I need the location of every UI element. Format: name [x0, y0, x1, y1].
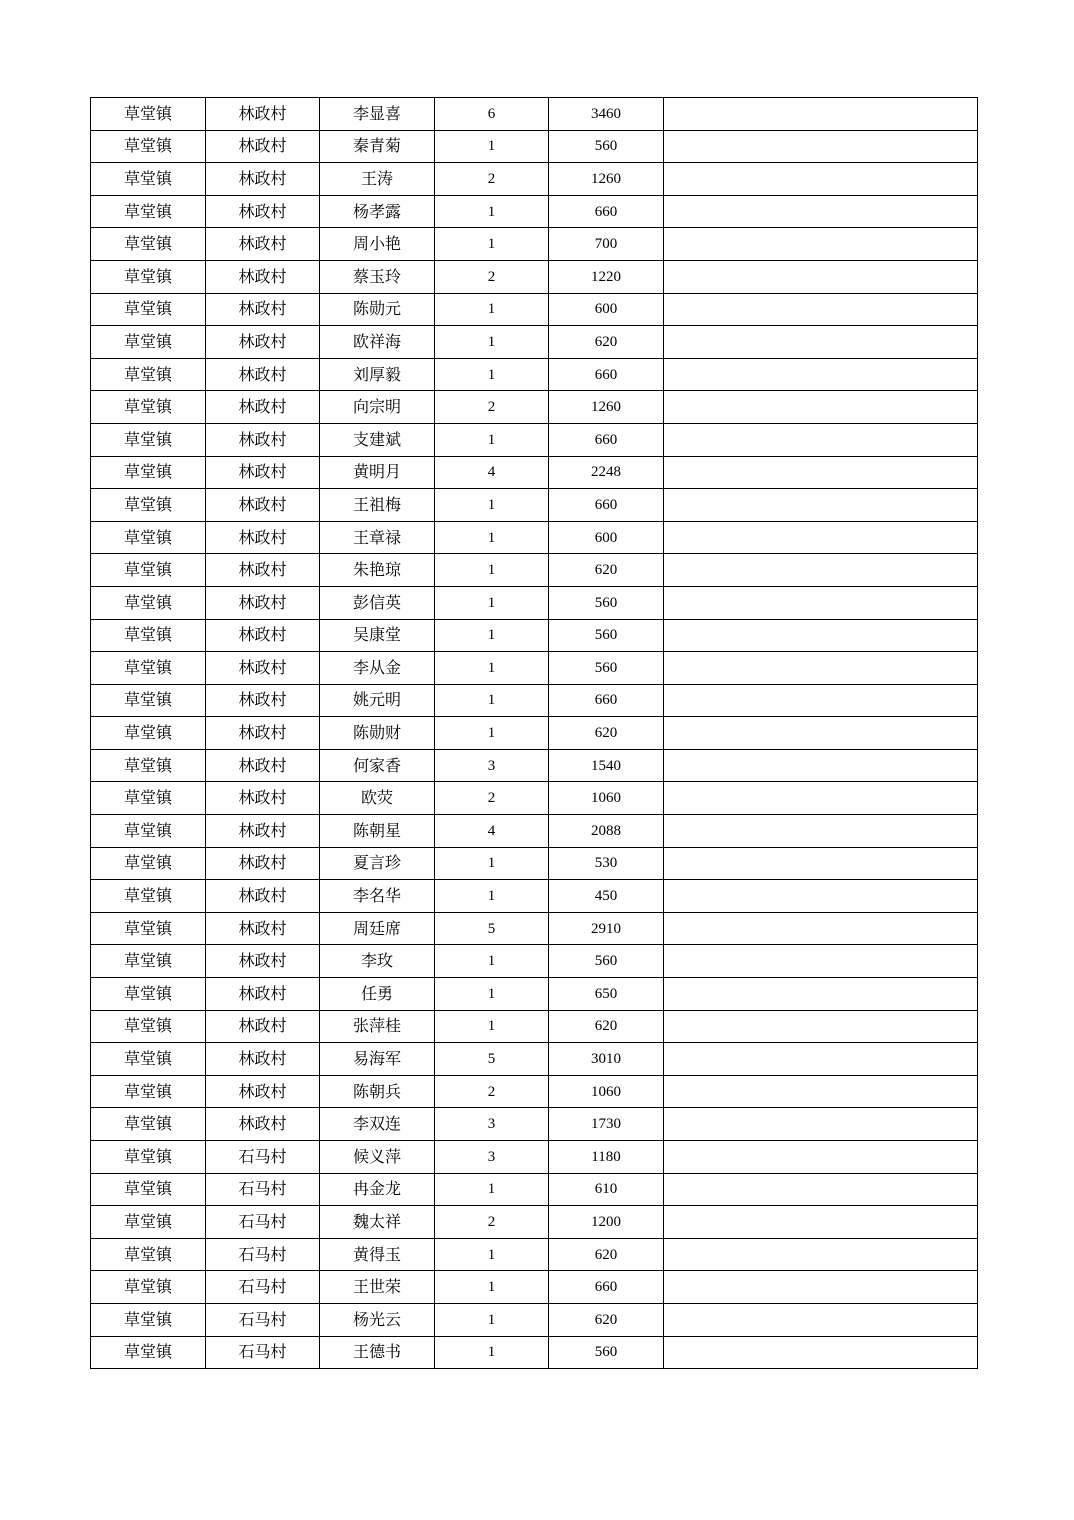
amount-cell: 1220: [549, 260, 664, 293]
household-size-cell: 1: [435, 554, 549, 587]
remarks-cell: [664, 228, 978, 261]
household-size-cell: 1: [435, 195, 549, 228]
town-cell: 草堂镇: [91, 586, 206, 619]
remarks-cell: [664, 1043, 978, 1076]
table-row: [91, 163, 978, 196]
name-cell: 杨孝露: [320, 195, 435, 228]
village-cell: 林政村: [206, 880, 320, 913]
household-size-cell: 1: [435, 652, 549, 685]
remarks-cell: [664, 619, 978, 652]
remarks-cell: [664, 423, 978, 456]
amount-cell: 560: [549, 586, 664, 619]
village-cell: 林政村: [206, 228, 320, 261]
table-row: [91, 912, 978, 945]
household-size-cell: 2: [435, 1075, 549, 1108]
village-cell: 林政村: [206, 847, 320, 880]
town-cell: 草堂镇: [91, 1206, 206, 1239]
village-cell: 林政村: [206, 163, 320, 196]
table-row: [91, 1206, 978, 1239]
town-cell: 草堂镇: [91, 1238, 206, 1271]
household-size-cell: 1: [435, 717, 549, 750]
table-row: [91, 1043, 978, 1076]
name-cell: 魏太祥: [320, 1206, 435, 1239]
town-cell: 草堂镇: [91, 326, 206, 359]
amount-cell: 560: [549, 1336, 664, 1369]
remarks-cell: [664, 1303, 978, 1336]
town-cell: 草堂镇: [91, 1173, 206, 1206]
village-cell: 石马村: [206, 1206, 320, 1239]
amount-cell: 1260: [549, 391, 664, 424]
village-cell: 林政村: [206, 554, 320, 587]
village-cell: 林政村: [206, 358, 320, 391]
name-cell: 夏言珍: [320, 847, 435, 880]
village-cell: 林政村: [206, 749, 320, 782]
table-row: [91, 1141, 978, 1174]
town-cell: 草堂镇: [91, 391, 206, 424]
table-row: [91, 423, 978, 456]
amount-cell: 620: [549, 1010, 664, 1043]
village-cell: 林政村: [206, 195, 320, 228]
town-cell: 草堂镇: [91, 260, 206, 293]
remarks-cell: [664, 684, 978, 717]
name-cell: 李从金: [320, 652, 435, 685]
table-row: [91, 1108, 978, 1141]
name-cell: 蔡玉玲: [320, 260, 435, 293]
household-size-cell: 4: [435, 456, 549, 489]
remarks-cell: [664, 815, 978, 848]
remarks-cell: [664, 1271, 978, 1304]
name-cell: 陈朝兵: [320, 1075, 435, 1108]
amount-cell: 2248: [549, 456, 664, 489]
remarks-cell: [664, 1108, 978, 1141]
town-cell: 草堂镇: [91, 423, 206, 456]
remarks-cell: [664, 847, 978, 880]
name-cell: 王涛: [320, 163, 435, 196]
household-size-cell: 1: [435, 228, 549, 261]
remarks-cell: [664, 260, 978, 293]
table-row: [91, 717, 978, 750]
household-size-cell: 1: [435, 489, 549, 522]
remarks-cell: [664, 521, 978, 554]
town-cell: 草堂镇: [91, 456, 206, 489]
household-size-cell: 2: [435, 391, 549, 424]
household-size-cell: 1: [435, 586, 549, 619]
remarks-cell: [664, 489, 978, 522]
name-cell: 刘厚毅: [320, 358, 435, 391]
name-cell: 王德书: [320, 1336, 435, 1369]
amount-cell: 1260: [549, 163, 664, 196]
village-cell: 石马村: [206, 1336, 320, 1369]
village-cell: 林政村: [206, 1075, 320, 1108]
table-row: [91, 456, 978, 489]
table-row: [91, 554, 978, 587]
town-cell: 草堂镇: [91, 815, 206, 848]
household-size-cell: 1: [435, 847, 549, 880]
amount-cell: 560: [549, 945, 664, 978]
amount-cell: 620: [549, 326, 664, 359]
remarks-cell: [664, 978, 978, 1011]
village-cell: 石马村: [206, 1173, 320, 1206]
town-cell: 草堂镇: [91, 554, 206, 587]
name-cell: 李名华: [320, 880, 435, 913]
amount-cell: 660: [549, 489, 664, 522]
village-cell: 林政村: [206, 978, 320, 1011]
amount-cell: 530: [549, 847, 664, 880]
village-cell: 林政村: [206, 945, 320, 978]
remarks-cell: [664, 554, 978, 587]
town-cell: 草堂镇: [91, 1303, 206, 1336]
household-size-cell: 1: [435, 521, 549, 554]
remarks-cell: [664, 586, 978, 619]
table-row: [91, 293, 978, 326]
household-size-cell: 2: [435, 163, 549, 196]
remarks-cell: [664, 456, 978, 489]
village-cell: 石马村: [206, 1141, 320, 1174]
table-row: [91, 1173, 978, 1206]
table-row: [91, 260, 978, 293]
name-cell: 彭信英: [320, 586, 435, 619]
household-size-cell: 1: [435, 293, 549, 326]
village-cell: 林政村: [206, 456, 320, 489]
name-cell: 张萍桂: [320, 1010, 435, 1043]
name-cell: 李玫: [320, 945, 435, 978]
amount-cell: 1540: [549, 749, 664, 782]
table-row: [91, 619, 978, 652]
amount-cell: 560: [549, 130, 664, 163]
amount-cell: 560: [549, 619, 664, 652]
remarks-cell: [664, 195, 978, 228]
household-size-cell: 3: [435, 749, 549, 782]
table-row: [91, 782, 978, 815]
town-cell: 草堂镇: [91, 652, 206, 685]
amount-cell: 560: [549, 652, 664, 685]
name-cell: 何家香: [320, 749, 435, 782]
records-table: [90, 97, 978, 1369]
household-size-cell: 1: [435, 1173, 549, 1206]
name-cell: 向宗明: [320, 391, 435, 424]
town-cell: 草堂镇: [91, 782, 206, 815]
household-size-cell: 1: [435, 880, 549, 913]
village-cell: 石马村: [206, 1238, 320, 1271]
remarks-cell: [664, 358, 978, 391]
household-size-cell: 5: [435, 1043, 549, 1076]
village-cell: 林政村: [206, 1043, 320, 1076]
village-cell: 林政村: [206, 130, 320, 163]
remarks-cell: [664, 782, 978, 815]
table-row: [91, 195, 978, 228]
town-cell: 草堂镇: [91, 1336, 206, 1369]
table-row: [91, 880, 978, 913]
name-cell: 候义萍: [320, 1141, 435, 1174]
table-row: [91, 1336, 978, 1369]
name-cell: 黄明月: [320, 456, 435, 489]
town-cell: 草堂镇: [91, 717, 206, 750]
table-row: [91, 1271, 978, 1304]
town-cell: 草堂镇: [91, 163, 206, 196]
town-cell: 草堂镇: [91, 749, 206, 782]
amount-cell: 650: [549, 978, 664, 1011]
amount-cell: 620: [549, 717, 664, 750]
village-cell: 林政村: [206, 489, 320, 522]
amount-cell: 620: [549, 1238, 664, 1271]
town-cell: 草堂镇: [91, 489, 206, 522]
table-row: [91, 652, 978, 685]
amount-cell: 3010: [549, 1043, 664, 1076]
town-cell: 草堂镇: [91, 847, 206, 880]
household-size-cell: 1: [435, 978, 549, 1011]
household-size-cell: 1: [435, 358, 549, 391]
amount-cell: 660: [549, 684, 664, 717]
remarks-cell: [664, 652, 978, 685]
village-cell: 林政村: [206, 1010, 320, 1043]
amount-cell: 700: [549, 228, 664, 261]
remarks-cell: [664, 1075, 978, 1108]
name-cell: 周廷席: [320, 912, 435, 945]
village-cell: 林政村: [206, 260, 320, 293]
household-size-cell: 1: [435, 1336, 549, 1369]
remarks-cell: [664, 912, 978, 945]
town-cell: 草堂镇: [91, 293, 206, 326]
household-size-cell: 1: [435, 423, 549, 456]
name-cell: 李显喜: [320, 98, 435, 131]
town-cell: 草堂镇: [91, 228, 206, 261]
table-row: [91, 358, 978, 391]
village-cell: 石马村: [206, 1271, 320, 1304]
remarks-cell: [664, 98, 978, 131]
household-size-cell: 1: [435, 1010, 549, 1043]
name-cell: 支建斌: [320, 423, 435, 456]
table-row: [91, 1303, 978, 1336]
village-cell: 林政村: [206, 326, 320, 359]
village-cell: 林政村: [206, 912, 320, 945]
amount-cell: 600: [549, 521, 664, 554]
remarks-cell: [664, 1336, 978, 1369]
village-cell: 林政村: [206, 98, 320, 131]
town-cell: 草堂镇: [91, 521, 206, 554]
table-row: [91, 489, 978, 522]
name-cell: 易海军: [320, 1043, 435, 1076]
remarks-cell: [664, 749, 978, 782]
town-cell: 草堂镇: [91, 945, 206, 978]
table-row: [91, 228, 978, 261]
table-row: [91, 586, 978, 619]
table-row: [91, 847, 978, 880]
amount-cell: 660: [549, 195, 664, 228]
name-cell: 王祖梅: [320, 489, 435, 522]
village-cell: 林政村: [206, 717, 320, 750]
table-row: [91, 521, 978, 554]
name-cell: 姚元明: [320, 684, 435, 717]
town-cell: 草堂镇: [91, 358, 206, 391]
household-size-cell: 1: [435, 1303, 549, 1336]
household-size-cell: 1: [435, 945, 549, 978]
household-size-cell: 3: [435, 1108, 549, 1141]
village-cell: 林政村: [206, 684, 320, 717]
remarks-cell: [664, 1173, 978, 1206]
remarks-cell: [664, 326, 978, 359]
village-cell: 林政村: [206, 521, 320, 554]
town-cell: 草堂镇: [91, 619, 206, 652]
amount-cell: 600: [549, 293, 664, 326]
amount-cell: 620: [549, 1303, 664, 1336]
household-size-cell: 5: [435, 912, 549, 945]
town-cell: 草堂镇: [91, 1271, 206, 1304]
household-size-cell: 6: [435, 98, 549, 131]
name-cell: 秦青菊: [320, 130, 435, 163]
town-cell: 草堂镇: [91, 912, 206, 945]
table-row: [91, 749, 978, 782]
name-cell: 冉金龙: [320, 1173, 435, 1206]
remarks-cell: [664, 1141, 978, 1174]
household-size-cell: 1: [435, 1238, 549, 1271]
town-cell: 草堂镇: [91, 1010, 206, 1043]
household-size-cell: 2: [435, 782, 549, 815]
village-cell: 林政村: [206, 391, 320, 424]
name-cell: 王世荣: [320, 1271, 435, 1304]
remarks-cell: [664, 1206, 978, 1239]
amount-cell: 660: [549, 1271, 664, 1304]
name-cell: 任勇: [320, 978, 435, 1011]
remarks-cell: [664, 130, 978, 163]
name-cell: 陈勋财: [320, 717, 435, 750]
name-cell: 王章禄: [320, 521, 435, 554]
amount-cell: 660: [549, 423, 664, 456]
table-row: [91, 130, 978, 163]
table-row: [91, 684, 978, 717]
household-size-cell: 3: [435, 1141, 549, 1174]
town-cell: 草堂镇: [91, 1075, 206, 1108]
remarks-cell: [664, 717, 978, 750]
records-table-body: [91, 98, 978, 1369]
town-cell: 草堂镇: [91, 1043, 206, 1076]
amount-cell: 2088: [549, 815, 664, 848]
town-cell: 草堂镇: [91, 880, 206, 913]
town-cell: 草堂镇: [91, 978, 206, 1011]
household-size-cell: 1: [435, 684, 549, 717]
amount-cell: 450: [549, 880, 664, 913]
household-size-cell: 1: [435, 619, 549, 652]
name-cell: 李双连: [320, 1108, 435, 1141]
town-cell: 草堂镇: [91, 130, 206, 163]
remarks-cell: [664, 391, 978, 424]
name-cell: 陈朝星: [320, 815, 435, 848]
village-cell: 石马村: [206, 1303, 320, 1336]
name-cell: 朱艳琼: [320, 554, 435, 587]
remarks-cell: [664, 945, 978, 978]
household-size-cell: 1: [435, 130, 549, 163]
table-row: [91, 945, 978, 978]
town-cell: 草堂镇: [91, 1141, 206, 1174]
amount-cell: 660: [549, 358, 664, 391]
village-cell: 林政村: [206, 1108, 320, 1141]
village-cell: 林政村: [206, 423, 320, 456]
town-cell: 草堂镇: [91, 1108, 206, 1141]
amount-cell: 1180: [549, 1141, 664, 1174]
amount-cell: 1200: [549, 1206, 664, 1239]
name-cell: 欧荧: [320, 782, 435, 815]
town-cell: 草堂镇: [91, 684, 206, 717]
household-size-cell: 2: [435, 1206, 549, 1239]
village-cell: 林政村: [206, 782, 320, 815]
amount-cell: 610: [549, 1173, 664, 1206]
table-row: [91, 815, 978, 848]
amount-cell: 1060: [549, 782, 664, 815]
table-row: [91, 1238, 978, 1271]
table-row: [91, 1010, 978, 1043]
table-row: [91, 391, 978, 424]
table-row: [91, 326, 978, 359]
remarks-cell: [664, 293, 978, 326]
name-cell: 吴康堂: [320, 619, 435, 652]
amount-cell: 1060: [549, 1075, 664, 1108]
name-cell: 欧祥海: [320, 326, 435, 359]
document-page: [90, 97, 977, 1369]
table-row: [91, 98, 978, 131]
village-cell: 林政村: [206, 815, 320, 848]
amount-cell: 620: [549, 554, 664, 587]
amount-cell: 3460: [549, 98, 664, 131]
household-size-cell: 1: [435, 1271, 549, 1304]
name-cell: 陈勋元: [320, 293, 435, 326]
remarks-cell: [664, 1010, 978, 1043]
village-cell: 林政村: [206, 586, 320, 619]
name-cell: 黄得玉: [320, 1238, 435, 1271]
village-cell: 林政村: [206, 619, 320, 652]
town-cell: 草堂镇: [91, 98, 206, 131]
amount-cell: 1730: [549, 1108, 664, 1141]
remarks-cell: [664, 163, 978, 196]
remarks-cell: [664, 1238, 978, 1271]
town-cell: 草堂镇: [91, 195, 206, 228]
village-cell: 林政村: [206, 293, 320, 326]
remarks-cell: [664, 880, 978, 913]
household-size-cell: 2: [435, 260, 549, 293]
household-size-cell: 1: [435, 326, 549, 359]
table-row: [91, 1075, 978, 1108]
table-row: [91, 978, 978, 1011]
amount-cell: 2910: [549, 912, 664, 945]
name-cell: 周小艳: [320, 228, 435, 261]
household-size-cell: 4: [435, 815, 549, 848]
name-cell: 杨光云: [320, 1303, 435, 1336]
village-cell: 林政村: [206, 652, 320, 685]
